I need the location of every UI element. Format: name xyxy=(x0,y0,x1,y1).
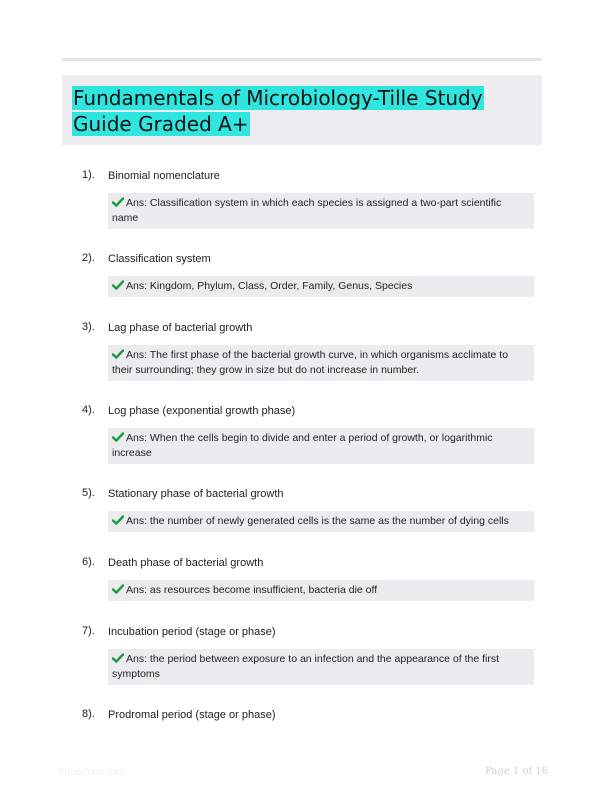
check-icon xyxy=(112,349,124,359)
title-banner xyxy=(62,75,542,145)
item-number: 6). xyxy=(82,556,95,568)
answer-box xyxy=(108,345,534,381)
item-number: 3). xyxy=(82,321,95,333)
check-icon xyxy=(112,432,124,442)
answer-text: Ans: When the cells begin to divide and enter a period of growth, or logarithmic increase xyxy=(112,432,493,459)
document-title: Fundamentals of Microbiology-Tille Study Guide Graded A+ xyxy=(73,86,483,136)
question-text: Stationary phase of bacterial growth xyxy=(108,488,284,500)
question-text: Classification system xyxy=(108,253,211,265)
answer-box xyxy=(108,511,534,532)
question-text: Binomial nomenclature xyxy=(108,170,220,182)
answer-text: Ans: the period between exposure to an infection and the appearance of the first symptoms xyxy=(112,653,500,680)
item-number: 1). xyxy=(82,169,95,181)
question-text: Incubation period (stage or phase) xyxy=(108,626,276,638)
question-text: Prodromal period (stage or phase) xyxy=(108,709,276,721)
answer-box xyxy=(108,276,534,297)
item-number: 2). xyxy=(82,252,95,264)
question-text: Log phase (exponential growth phase) xyxy=(108,405,296,417)
answer-box xyxy=(108,580,534,601)
answer-text: Ans: Classification system in which each species is assigned a two-part scientific name xyxy=(112,197,502,224)
question-text: Lag phase of bacterial growth xyxy=(108,322,253,334)
answer-text: Ans: The first phase of the bacterial growth curve, in which organisms acclimate to their surrounding; they grow in size but do not increase in number. xyxy=(112,349,509,376)
check-icon xyxy=(112,197,124,207)
answer-box xyxy=(108,428,534,464)
check-icon xyxy=(112,653,124,663)
answer-box xyxy=(108,193,534,229)
item-number: 4). xyxy=(82,404,95,416)
page-indicator: Page 1 of 16 xyxy=(485,766,548,777)
question-text: Death phase of bacterial growth xyxy=(108,557,264,569)
item-number: 7). xyxy=(82,625,95,637)
check-icon xyxy=(112,584,124,594)
answer-text: Ans: the number of newly generated cells is the same as the number of dying cells xyxy=(126,515,509,527)
answer-text: Ans: Kingdom, Phylum, Class, Order, Family, Genus, Species xyxy=(126,280,413,292)
check-icon xyxy=(112,280,124,290)
answer-text: Ans: as resources become insufficient, bacteria die off xyxy=(126,584,378,596)
check-icon xyxy=(112,515,124,525)
top-divider xyxy=(62,58,542,61)
footer-watermark: Paperfolio.com xyxy=(58,767,125,778)
item-number: 8). xyxy=(82,708,95,720)
answer-box xyxy=(108,649,534,685)
item-number: 5). xyxy=(82,487,95,499)
